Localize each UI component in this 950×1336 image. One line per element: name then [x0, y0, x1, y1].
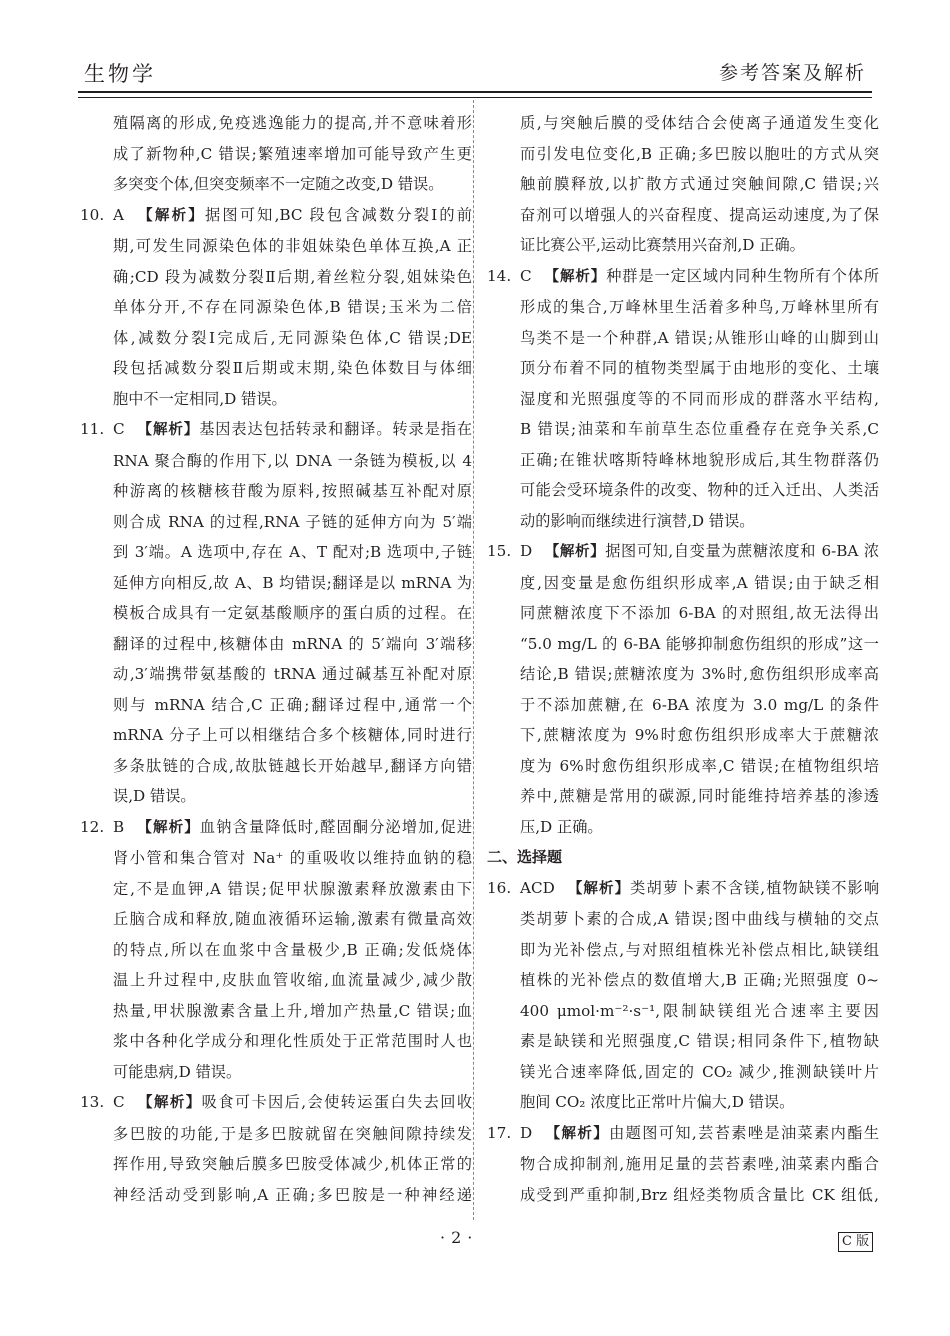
answer-q10: 10. A 【解析】据图可知,BC 段包含减数分裂Ⅰ的前 期,可发生同源染色体的非姐妹染色单体互换,A 正 确;CD 段为减数分裂Ⅱ后期,着丝粒分裂,姐妹染色 单体分开,不存在同源染色体,B 错误;玉米为二倍 体,减数分裂Ⅰ完成后,无同源染色体,C 错误;DE 段包括减数分裂Ⅱ后期或末期,染色体数目与体细 胞中不一定相同,D 错误。	[80, 205, 473, 408]
answer-q14: 14. C 【解析】种群是一定区域内同种生物所有个体所 形成的集合,万峰林里生活着多种鸟,万峰林里所有 鸟类不是一个种群,A 错误;从锥形山峰的山脚到山 顶分布着不同的植物类型属于由地形的变化、土壤 湿度和光照强度等的不同而形成的群落水平结构, B 错误;油菜和车前草生态位重叠存在竞争关系,C 正确;在锥状喀斯特峰林地貌形成后,其生物群落仍 可能会受环境条件的改变、物种的迁入迁出、人类活 动的影响而继续进行演替,D 错误。	[487, 266, 880, 530]
section-title: 参考答案及解析	[718, 62, 866, 84]
header-rule	[78, 91, 872, 98]
answer-q16: 16. ACD 【解析】类胡萝卜素不含镁,植物缺镁不影响 类胡萝卜素的合成,A 错误;图中曲线与横轴的交点 即为光补偿点,与对照组植株光补偿点相比,缺镁组 植株的光补偿点的数值增大,B 正确;光照强度 0~ 400 μmol·m⁻²·s⁻¹,限制缺镁组光合速率主要因 素是缺镁和光照强度,C 错误;相同条件下,植物缺 镁光合速率降低,固定的 CO₂ 减少,推测缺镁叶片 胞间 CO₂ 浓度比正常叶片偏大,D 错误。	[487, 878, 880, 1111]
page-header	[78, 58, 872, 92]
answer-q13: 13. C 【解析】吸食可卡因后,会使转运蛋白失去回收 多巴胺的功能,于是多巴胺就留在突触间隙持续发 挥作用,导致突触后膜多巴胺受体减少,机体正常的 神经活动受到影响,A 正确;多巴胺是一种神经递	[80, 1093, 473, 1204]
continuation-q13: 质,与突触后膜的受体结合会使离子通道发生变化 而引发电位变化,B 正确;多巴胺以胞吐的方式从突 触前膜释放,以扩散方式通过突触间隙,C 错误;兴 奋剂可以增强人的兴奋程度、提高运动速度,为了保 证比赛公平,运动比赛禁用兴奋剂,D 正确。	[520, 114, 879, 254]
answer-q11: 11. C 【解析】基因表达包括转录和翻译。转录是指在 RNA 聚合酶的作用下,以 DNA 一条链为模板,以 4 种游离的核糖核苷酸为原料,按照碱基互补配对原 则合成 RNA 的过程,RNA 子链的延伸方向为 5′端 到 3′端。A 选项中,存在 A、T 配对;B 选项中,子链 延伸方向相反,故 A、B 均错误;翻译是以 mRNA 为 模板合成具有一定氨基酸顺序的蛋白质的过程。在 翻译的过程中,核糖体由 mRNA 的 5′端向 3′端移 动,3′端携带氨基酸的 tRNA 通过碱基互补配对原 则与 mRNA 结合,C 正确;翻译过程中,通常一个 mRNA 分子上可以相继结合多个核糖体,同时进行 多条肽链的合成,故肽链越长开始越早,翻译方向错 误,D 错误。	[80, 420, 473, 805]
page-number: ·2·	[440, 1228, 479, 1247]
right-column	[487, 108, 879, 1210]
answer-q17: 17. D 【解析】由题图可知,芸苔素唑是油菜素内酯生 物合成抑制剂,施用足量的芸苔素唑,油菜素内酯合 成受到严重抑制,Brz 组烃类物质含量比 CK 组低,	[487, 1123, 880, 1204]
column-divider	[473, 100, 474, 1220]
section-heading-multiple-choice: 二、选择题	[487, 848, 563, 866]
answer-q15: 15. D 【解析】据图可知,自变量为蔗糖浓度和 6-BA 浓 度,因变量是愈伤组织形成率,A 错误;由于缺乏相 同蔗糖浓度下不添加 6-BA 的对照组,故无法得出 “5.0 mg/L 的 6-BA 能够抑制愈伤组织的形成”这一 结论,B 错误;蔗糖浓度为 3%时,愈伤组织形成率高 于不添加蔗糖,在 6-BA 浓度为 3.0 mg/L 的条件 下,蔗糖浓度为 9%时愈伤组织形成率大于蔗糖浓 度为 6%时愈伤组织形成率,C 错误;在植物组织培 养中,蔗糖是常用的碳源,同时能维持培养基的渗透 压,D 正确。	[487, 542, 880, 836]
left-column	[80, 108, 472, 1210]
answer-q12: 12. B 【解析】血钠含量降低时,醛固酮分泌增加,促进 肾小管和集合管对 Na⁺ 的重吸收以维持血钠的稳 定,不是血钾,A 错误;促甲状腺激素释放激素由下 丘脑合成和释放,随血液循环运输,激素有微量高效 的特点,所以在血浆中含量极少,B 正确;发低烧体 温上升过程中,皮肤血管收缩,血流量减少,减少散 热量,甲状腺激素含量上升,增加产热量,C 错误;血 浆中各种化学成分和理化性质处于正常范围时人也 可能患病,D 错误。	[80, 817, 473, 1081]
continuation-q9: 殖隔离的形成,免疫逃逸能力的提高,并不意味着形 成了新物种,C 错误;繁殖速率增加可能导致产生更 多突变个体,但突变频率不一定随之改变,D 错误。	[113, 114, 472, 193]
subject-title: 生物学	[84, 62, 156, 86]
version-badge: C 版	[838, 1232, 873, 1252]
